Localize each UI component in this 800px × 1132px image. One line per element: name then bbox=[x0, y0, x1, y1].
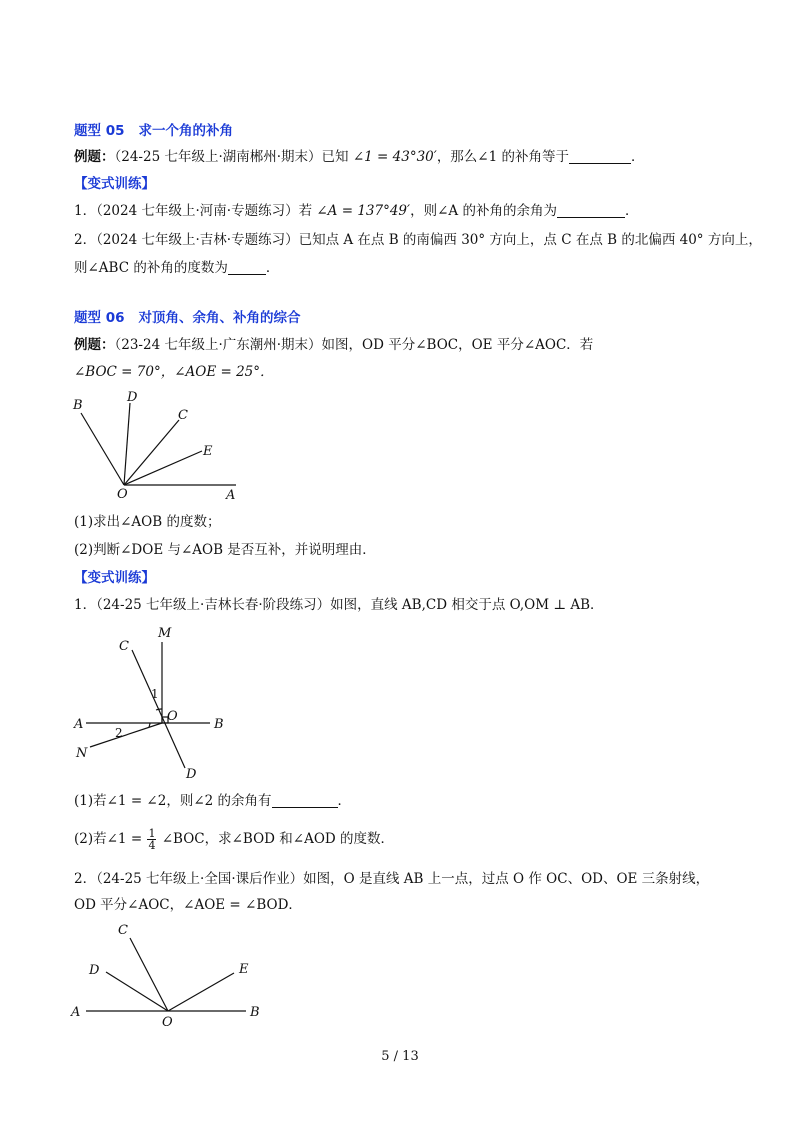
fig1-label-o: O bbox=[117, 487, 128, 502]
fig2-label-d: D bbox=[186, 767, 197, 782]
figure-angles-1 bbox=[60, 385, 260, 509]
section-6-title: 题型 06 对顶角、余角、补角的综合 bbox=[74, 310, 301, 326]
variant-label: 【变式训练】 bbox=[74, 176, 155, 192]
section-6-example: 例题：（23-24 七年级上·广东潮州·期末）如图，OD 平分∠BOC，OE 平分∠AOC．若 bbox=[74, 337, 594, 353]
fig3-label-d: D bbox=[89, 963, 100, 978]
section-5-example: 例题：（24-25 七年级上·湖南郴州·期末）已知 ∠1 = 43°30′，那么∠1 的补角等于 ． bbox=[74, 149, 645, 165]
fig2-label-o: O bbox=[167, 709, 178, 724]
fig2-label-b: B bbox=[214, 717, 224, 732]
fig2-label-m: M bbox=[158, 626, 172, 641]
figure-angles-3 bbox=[66, 918, 276, 1038]
fig3-label-a: A bbox=[71, 1005, 81, 1020]
variant-question-1: 1．（24-25 七年级上·吉林长春·阶段练习）如图，直线 AB,CD 相交于点 O,OM ⊥ AB． bbox=[74, 597, 604, 613]
answer-blank[interactable] bbox=[569, 149, 631, 164]
fraction: $\frac{1}{4}$ bbox=[148, 827, 156, 852]
fig1-label-d: D bbox=[127, 390, 138, 405]
answer-blank[interactable] bbox=[557, 203, 625, 218]
fig3-label-o: O bbox=[162, 1015, 173, 1030]
fig2-label-n: N bbox=[76, 746, 88, 761]
variant-1-sub-1: (1)若∠1 = ∠2，则∠2 的余角有 ． bbox=[74, 793, 352, 809]
question-5-1: 1．（2024 七年级上·河南·专题练习）若 ∠A = 137°49′，则∠A 的补角的余角为 ． bbox=[74, 203, 639, 219]
fig2-label-a: A bbox=[74, 717, 84, 732]
question-5-2: 2．（2024 七年级上·吉林·专题练习）已知点 A 在点 B 的南偏西 30° 方向上，点 C 在点 B 的北偏西 40° 方向上， bbox=[74, 232, 762, 248]
variant-label: 【变式训练】 bbox=[74, 570, 155, 586]
fig1-label-c: C bbox=[178, 408, 188, 423]
figure-angles-2 bbox=[70, 620, 250, 786]
variant-1-sub-2: (2)若∠1 = $\frac{1}{4}$ ∠BOC，求∠BOD 和∠AOD 的度数． bbox=[74, 827, 395, 852]
fig1-label-e: E bbox=[203, 444, 213, 459]
answer-blank[interactable] bbox=[272, 793, 338, 808]
fig1-label-b: B bbox=[73, 398, 83, 413]
variant-question-2-line2: OD 平分∠AOC，∠AOE = ∠BOD． bbox=[74, 897, 302, 913]
fig2-label-2: 2 bbox=[115, 726, 123, 740]
sub-question-1: (1)求出∠AOB 的度数； bbox=[74, 514, 221, 530]
fig3-label-b: B bbox=[250, 1005, 260, 1020]
section-5-title: 题型 05 求一个角的补角 bbox=[74, 123, 233, 139]
fig3-label-c: C bbox=[118, 923, 128, 938]
question-5-2-line2: 则∠ABC 的补角的度数为 ． bbox=[74, 260, 280, 276]
answer-blank[interactable] bbox=[228, 260, 266, 275]
page-number: 5 / 13 bbox=[381, 1049, 419, 1064]
fig3-label-e: E bbox=[239, 962, 249, 977]
fig2-label-1: 1 bbox=[151, 687, 159, 701]
fig2-label-c: C bbox=[119, 639, 129, 654]
fig1-label-a: A bbox=[226, 488, 236, 503]
variant-question-2: 2．（24-25 七年级上·全国·课后作业）如图，O 是直线 AB 上一点，过点 O 作 OC、OD、OE 三条射线， bbox=[74, 871, 710, 887]
sub-question-2: (2)判断∠DOE 与∠AOB 是否互补，并说明理由． bbox=[74, 542, 376, 558]
section-6-example-line2: ∠BOC = 70°，∠AOE = 25°． bbox=[74, 364, 274, 380]
